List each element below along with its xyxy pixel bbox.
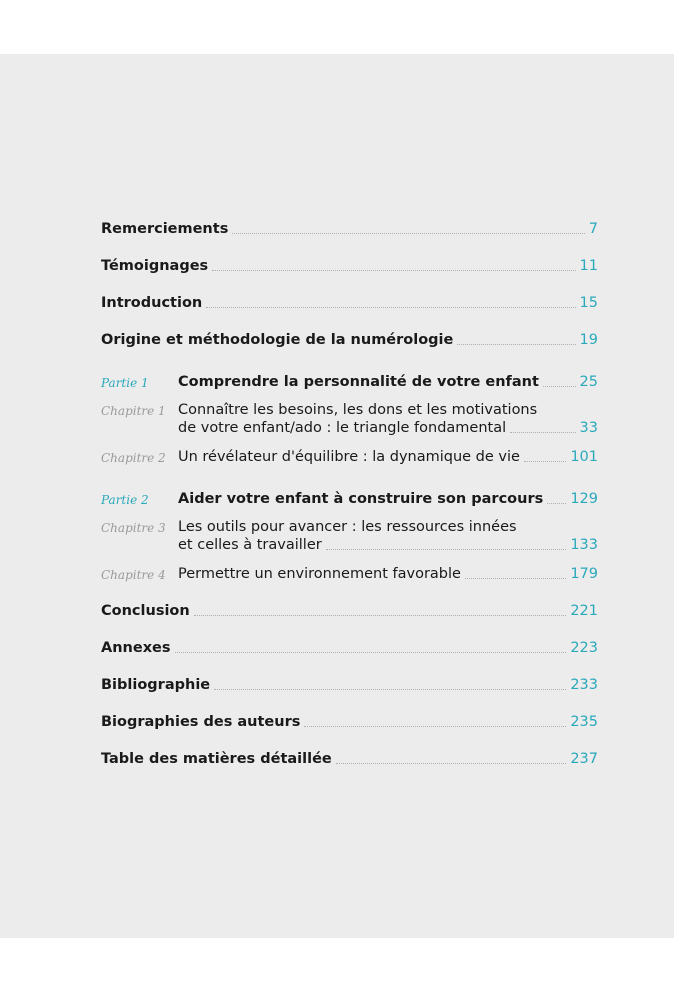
dot-leader — [175, 652, 567, 653]
toc-entry-remerciements[interactable] — [101, 220, 598, 238]
toc-title: Permettre un environnement favorable — [178, 566, 461, 582]
dot-leader — [206, 307, 575, 308]
toc-title-line1: Les outils pour avancer : les ressources innées — [178, 519, 517, 535]
dot-leader — [214, 689, 566, 690]
toc-title: Introduction — [101, 295, 203, 311]
chapter-label: Chapitre 1 — [101, 404, 166, 418]
dot-leader — [232, 233, 584, 234]
toc-page-number: 237 — [570, 751, 598, 767]
toc-title: Bibliographie — [101, 677, 211, 693]
part-label: Partie 2 — [101, 493, 149, 507]
part-label: Partie 1 — [101, 376, 149, 390]
dot-leader — [543, 386, 576, 387]
toc-title-line2: de votre enfant/ado : le triangle fondamental — [178, 420, 507, 436]
toc-entry-chapitre3[interactable] — [178, 518, 598, 554]
toc-title: Remerciements — [101, 221, 229, 237]
toc-page-number: 179 — [570, 566, 598, 582]
dot-leader — [212, 270, 575, 271]
chapter-label: Chapitre 3 — [101, 521, 166, 535]
toc-entry-table-detaillee[interactable] — [101, 750, 598, 768]
dot-leader — [304, 726, 566, 727]
dot-leader — [326, 549, 567, 550]
toc-entry-bibliographie[interactable] — [101, 676, 598, 694]
toc-title: Conclusion — [101, 603, 190, 619]
dot-leader — [336, 763, 567, 764]
toc-page-number: 133 — [570, 537, 598, 553]
toc-title: Témoignages — [101, 258, 209, 274]
page-background — [0, 54, 674, 938]
dot-leader — [524, 461, 566, 462]
toc-page-number: 25 — [579, 374, 598, 390]
toc-title: Biographies des auteurs — [101, 714, 301, 730]
toc-page-number: 223 — [570, 640, 598, 656]
toc-page-number: 33 — [579, 420, 598, 436]
toc-entry-conclusion[interactable] — [101, 602, 598, 620]
dot-leader — [510, 432, 575, 433]
toc-entry-chapitre1[interactable] — [178, 401, 598, 437]
toc-title: Table des matières détaillée — [101, 751, 332, 767]
toc-page-number: 101 — [570, 449, 598, 465]
toc-page-number: 129 — [570, 491, 598, 507]
chapter-label: Chapitre 4 — [101, 568, 166, 582]
toc-entry-partie2[interactable] — [178, 490, 598, 508]
toc-entry-chapitre4[interactable] — [178, 565, 598, 583]
toc-title: Un révélateur d'équilibre : la dynamique de vie — [178, 449, 520, 465]
toc-entry-biographies[interactable] — [101, 713, 598, 731]
toc-entry-annexes[interactable] — [101, 639, 598, 657]
toc-title: Comprendre la personnalité de votre enfant — [178, 374, 539, 390]
toc-entry-chapitre2[interactable] — [178, 448, 598, 466]
toc-page-number: 11 — [579, 258, 598, 274]
toc-entry-origine[interactable] — [101, 331, 598, 349]
dot-leader — [457, 344, 575, 345]
toc-page-number: 221 — [570, 603, 598, 619]
toc-title-line2: et celles à travailler — [178, 537, 322, 553]
toc-page-number: 235 — [570, 714, 598, 730]
toc-title: Annexes — [101, 640, 171, 656]
toc-title-line1: Connaître les besoins, les dons et les motivations — [178, 402, 538, 418]
toc-page-number: 19 — [579, 332, 598, 348]
toc-page-number: 233 — [570, 677, 598, 693]
toc-entry-introduction[interactable] — [101, 294, 598, 312]
toc-entry-partie1[interactable] — [178, 373, 598, 391]
toc-page-number: 15 — [579, 295, 598, 311]
dot-leader — [465, 578, 566, 579]
toc-page-number: 7 — [588, 221, 598, 237]
toc-title: Aider votre enfant à construire son parcours — [178, 491, 544, 507]
chapter-label: Chapitre 2 — [101, 451, 166, 465]
toc-title: Origine et méthodologie de la numérologie — [101, 332, 454, 348]
toc-entry-temoignages[interactable] — [101, 257, 598, 275]
dot-leader — [194, 615, 567, 616]
dot-leader — [547, 503, 566, 504]
